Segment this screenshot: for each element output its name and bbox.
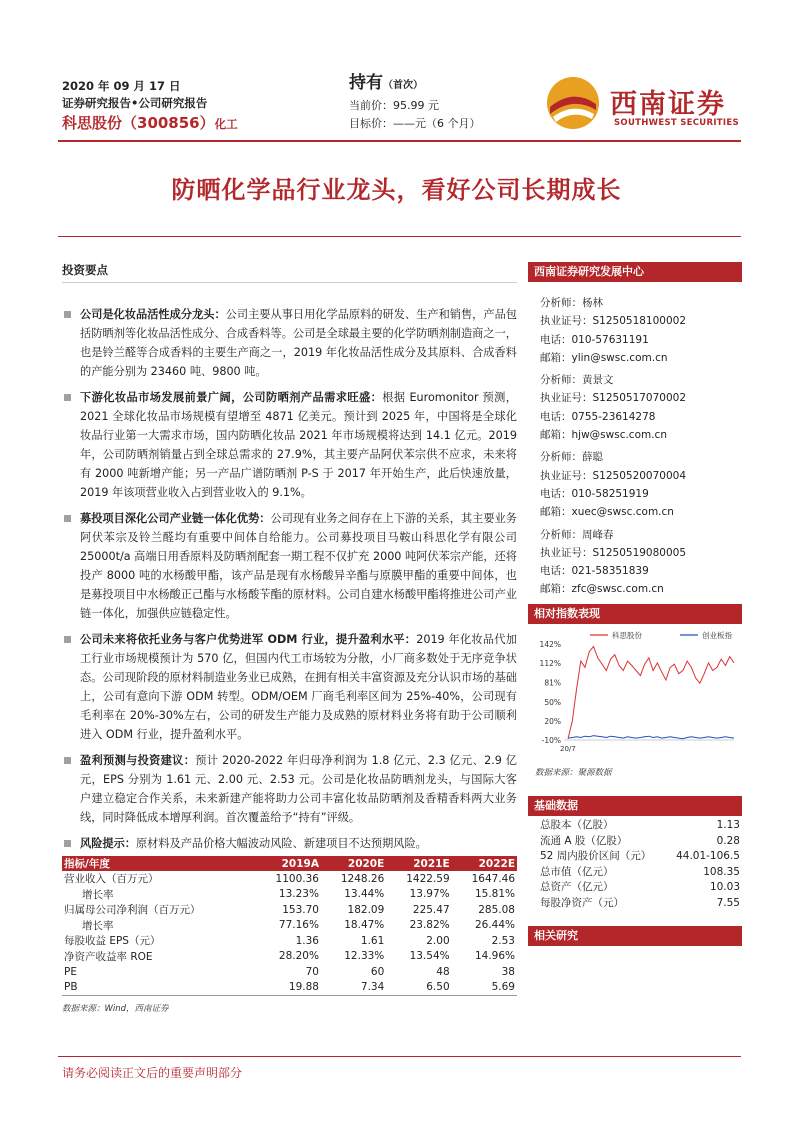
basic-data-row	[540, 880, 740, 896]
investment-summary	[62, 262, 517, 853]
rating	[349, 72, 481, 97]
row-value: 23.82%	[409, 919, 450, 932]
relative-index-chart	[530, 628, 742, 756]
row-value: 13.23%	[278, 888, 319, 901]
analyst-email[interactable]: 邮箱：hjw@swsc.com.cn	[540, 429, 667, 442]
row-value: 13.44%	[344, 888, 385, 901]
summary-bullet	[62, 630, 517, 744]
table-source: 数据来源：Wind，西南证券	[62, 1004, 169, 1014]
basic-data-value: 7.55	[716, 896, 740, 909]
row-value: 1.61	[360, 934, 385, 947]
basic-data-heading: 基础数据	[528, 796, 742, 816]
basic-data-label: 52 周内股价区间（元）	[540, 850, 652, 862]
target-price: 目标价：——元（6 个月）	[349, 117, 481, 130]
logo-icon	[544, 74, 604, 132]
row-label: 营业收入（百万元）	[64, 873, 159, 886]
row-value: 5.69	[452, 980, 517, 996]
header-rating	[349, 72, 481, 133]
table-row	[62, 918, 517, 934]
y-tick-label: 50%	[544, 698, 561, 708]
basic-data-label: 每股净资产（元）	[540, 896, 624, 909]
bullet-text: 公司现有业务之间存在上下游的关系，其主要业务阿伏苯宗及铃兰醛均有重要中间体自给能力。公司募投项目马鞍山科思化学有限公司 25000t/a 高端日用香原料及防晒剂配套一期工程不仅扩充 2000 吨阿伏苯宗产能，还将投产 8000 吨的水杨酸甲酯，该产品是现有水杨酸异辛酯与原膜甲酯的重要中间体，也是募投项目中水杨酸正己酯与水杨酸苄酯的原材料。公司自建水杨酸甲酯将推进公司产业链一体化，加强供应链稳定性。	[80, 512, 517, 620]
summary-bullet	[62, 751, 517, 827]
header-divider	[58, 140, 741, 142]
table-header-cell: 2020E	[321, 856, 386, 871]
bullet-lead: 募投项目深化公司产业链一体化优势：	[80, 512, 271, 525]
report-date: 2020 年 09 月 17 日	[62, 79, 181, 93]
table-header-cell: 2022E	[452, 856, 517, 871]
analyst-phone: 电话：0755-23614278	[540, 410, 656, 423]
row-value: 13.54%	[409, 950, 450, 963]
analyst-block	[540, 448, 740, 521]
y-tick-label: -10%	[541, 736, 561, 745]
analyst-block	[540, 294, 740, 367]
row-label: PB	[62, 980, 256, 996]
row-value: 60	[370, 965, 385, 978]
row-value: 153.70	[282, 903, 319, 916]
basic-data-label: 总股本（亿股）	[540, 819, 614, 831]
title-divider	[58, 236, 741, 237]
row-label: 净资产收益率 ROE	[64, 950, 153, 963]
report-title: 防晒化学品行业龙头，看好公司长期成长	[171, 176, 622, 204]
row-value: 28.20%	[278, 950, 319, 963]
logo-text-cn: 西南证券	[610, 89, 726, 120]
table-row	[62, 871, 517, 887]
bullet-text: 预计 2020-2022 年归母净利润为 1.8 亿元、2.3 亿元、2.9 亿元，EPS 分别为 1.61 元、2.00 元、2.53 元。公司是化妆品防晒剂龙头，与国际大客户建立稳定合作关系，未来新建产能将助力公司丰富化妆品防晒剂及香精香料两大业务线，同时降低成本增厚利润。首次覆盖给予“持有”评级。	[80, 754, 517, 824]
basic-data-row	[540, 865, 740, 881]
related-research-heading: 相关研究	[528, 926, 742, 946]
row-label: 归属母公司净利润（百万元）	[64, 904, 201, 917]
analyst-block	[540, 371, 740, 444]
table-row	[62, 980, 517, 996]
bullet-lead: 风险提示：	[80, 837, 136, 850]
bullet-lead: 公司是化妆品活性成分龙头：	[80, 308, 226, 321]
logo-text-en: SOUTHWEST SECURITIES	[614, 118, 739, 128]
row-label: 每股收益 EPS（元）	[64, 935, 161, 948]
basic-data-label: 流通 A 股（亿股）	[540, 834, 628, 847]
table-row	[62, 933, 517, 949]
row-value: 26.44%	[474, 919, 515, 932]
analyst-list	[540, 294, 740, 599]
row-value: 1422.59	[406, 872, 450, 885]
table-header-cell: 2021E	[386, 856, 451, 871]
row-value: 70	[305, 965, 319, 978]
analyst-license: 执业证号：S1250520070004	[540, 469, 687, 482]
chart-source: 数据来源：聚源数据	[535, 768, 612, 778]
table-row	[62, 964, 517, 980]
summary-bullet	[62, 388, 517, 502]
summary-bullet	[62, 834, 517, 853]
current-price: 当前价：95.99 元	[349, 99, 439, 112]
basic-data-label: 总市值（亿元）	[540, 865, 614, 878]
analyst-phone: 电话：010-58251919	[540, 487, 649, 500]
table-row	[62, 887, 517, 903]
summary-bullet	[62, 509, 517, 623]
basic-data-value: 0.28	[716, 834, 740, 847]
series-line-chinext	[568, 736, 734, 739]
bullet-text: 公司主要从事日用化学品原料的研发、生产和销售，产品包括防晒剂等化妆品活性成分、合成香料等。公司是全球最主要的化学防晒剂制造商之一，也是铃兰醛等合成香料的主要生产商之一，2019 年化妆品活性成分及其原料、合成香料的产能分别为 23460 吨、9800 吨。	[80, 308, 517, 378]
summary-bullets	[62, 305, 517, 853]
row-value: 18.47%	[344, 919, 385, 932]
bullet-text: 根据 Euromonitor 预测，2021 全球化妆品市场规模有望增至 4871 亿美元。预计到 2025 年，中国将是全球化妆品行业第一大需求市场，国内防晒化妆品 2021 年市场规模将达到 14.1 亿元。2019 年，公司防晒剂销量占到全球总需求的 27.9%，其主要产品阿伏苯宗供不应求，未来将有 2000 吨新增产能；另一产品广谱防晒剂 P-S 于 2017 年开始生产，此后快速放量，2019 年该项营业收入占到营业收入的 9.1%。	[80, 391, 517, 499]
basic-data-value: 108.35	[703, 865, 740, 878]
company-code: 科思股份（300856）	[62, 114, 215, 132]
analyst-license: 执业证号：S1250518100002	[540, 315, 687, 328]
row-value: 225.47	[412, 903, 450, 916]
row-value: 15.81%	[474, 888, 515, 901]
analyst-role: 分析师：杨林	[540, 297, 603, 309]
bullet-lead: 盈利预测与投资建议：	[80, 754, 196, 767]
report-type: 证券研究报告•公司研究报告	[62, 96, 208, 110]
summary-heading: 投资要点	[62, 262, 517, 283]
row-value: 182.09	[347, 903, 385, 916]
analyst-role: 分析师：周峰春	[540, 528, 614, 541]
footer-note: 请务必阅读正文后的重要声明部分	[62, 1066, 243, 1080]
analyst-email[interactable]: 邮箱：zfc@swsc.com.cn	[540, 583, 664, 596]
table-header-row	[62, 856, 517, 871]
rating-value: 持有	[349, 73, 383, 93]
row-value: 38	[501, 965, 515, 978]
basic-data-row	[540, 818, 740, 834]
table-header-cell: 2019A	[256, 856, 321, 871]
analyst-role: 分析师：黄景文	[540, 374, 614, 387]
basic-data-value: 1.13	[716, 819, 740, 831]
basic-data-value: 44.01-106.5	[676, 850, 740, 862]
company-name	[62, 112, 238, 135]
rating-note: （首次）	[383, 80, 423, 91]
row-value: 1100.36	[275, 872, 319, 885]
row-value: 19.88	[256, 980, 321, 996]
footer-divider	[58, 1056, 741, 1057]
row-value: 7.34	[321, 980, 386, 996]
basic-data-row	[540, 834, 740, 850]
row-value: 1647.46	[471, 872, 515, 885]
legend-label: 科思股份	[612, 631, 642, 640]
series-line-kesi	[568, 647, 734, 739]
y-tick-label: 20%	[544, 717, 561, 727]
row-value: 1248.26	[340, 872, 385, 885]
analyst-license: 执业证号：S1250517070002	[540, 392, 687, 405]
analyst-email[interactable]: 邮箱：ylin@swsc.com.cn	[540, 351, 668, 364]
row-value: 13.97%	[409, 888, 450, 901]
row-value: 2.53	[491, 934, 515, 947]
basic-data-label: 总资产（亿元）	[540, 881, 614, 893]
row-value: 48	[436, 965, 450, 978]
bullet-lead: 公司未来将依托业务与客户优势进军 ODM 行业，提升盈利水平：	[80, 633, 417, 646]
x-tick-label: 20/7	[560, 745, 576, 753]
analyst-role: 分析师：薛聪	[540, 451, 603, 464]
header-left	[62, 78, 238, 135]
legend-label: 创业板指	[702, 631, 732, 640]
basic-data-row	[540, 849, 740, 865]
row-label: 增长率	[82, 888, 114, 901]
bullet-text: 原材料及产品价格大幅波动风险、新建项目不达预期风险。	[135, 837, 427, 850]
bullet-text: 2019 年化妆品代加工行业市场规模预计为 570 亿，但国内代工市场较为分散，小厂商多数处于无序竞争状态。公司现阶段的原材料制造业务业已成熟，在拥有相关丰富资源及充分认识市场的基础上，公司有意向下游 ODM 转型。ODM/OEM 厂商毛利率区间为 25%-40%，公司现有毛利率在 20%-30%左右，公司的研发生产能力及成熟的原材料业务将有助于公司顺利进入 ODM 行业，提升盈利水平。	[80, 633, 517, 741]
table-row	[62, 902, 517, 918]
row-value: 12.33%	[344, 950, 385, 963]
basic-data-row	[540, 896, 740, 912]
analyst-phone: 电话：021-58351839	[540, 565, 649, 578]
analyst-phone: 电话：010-57631191	[540, 333, 649, 346]
financial-forecast-table	[62, 856, 517, 996]
table-header-cell: 指标/年度	[62, 856, 256, 871]
analyst-email[interactable]: 邮箱：xuec@swsc.com.cn	[540, 506, 674, 519]
basic-data-value: 10.03	[709, 881, 740, 893]
bullet-lead: 下游化妆品市场发展前景广阔，公司防晒剂产品需求旺盛：	[80, 391, 383, 404]
row-value: 6.50	[386, 980, 451, 996]
y-tick-label: 81%	[544, 678, 561, 688]
row-label: 增长率	[82, 919, 114, 932]
y-tick-label: 142%	[539, 640, 561, 649]
analyst-license: 执业证号：S1250519080005	[540, 546, 687, 559]
row-label: PE	[64, 965, 77, 978]
row-value: 2.00	[426, 934, 450, 947]
industry: 化工	[214, 117, 238, 131]
y-tick-label: 112%	[539, 658, 561, 668]
research-center-heading: 西南证券研究发展中心	[528, 262, 742, 282]
table-row	[62, 949, 517, 965]
row-value: 1.36	[295, 934, 319, 947]
row-value: 77.16%	[278, 919, 319, 932]
row-value: 285.08	[478, 903, 515, 916]
relative-index-heading: 相对指数表现	[528, 604, 742, 624]
row-value: 14.96%	[474, 950, 515, 963]
analyst-block	[540, 526, 740, 599]
summary-bullet	[62, 305, 517, 381]
basic-data-list	[540, 818, 740, 911]
